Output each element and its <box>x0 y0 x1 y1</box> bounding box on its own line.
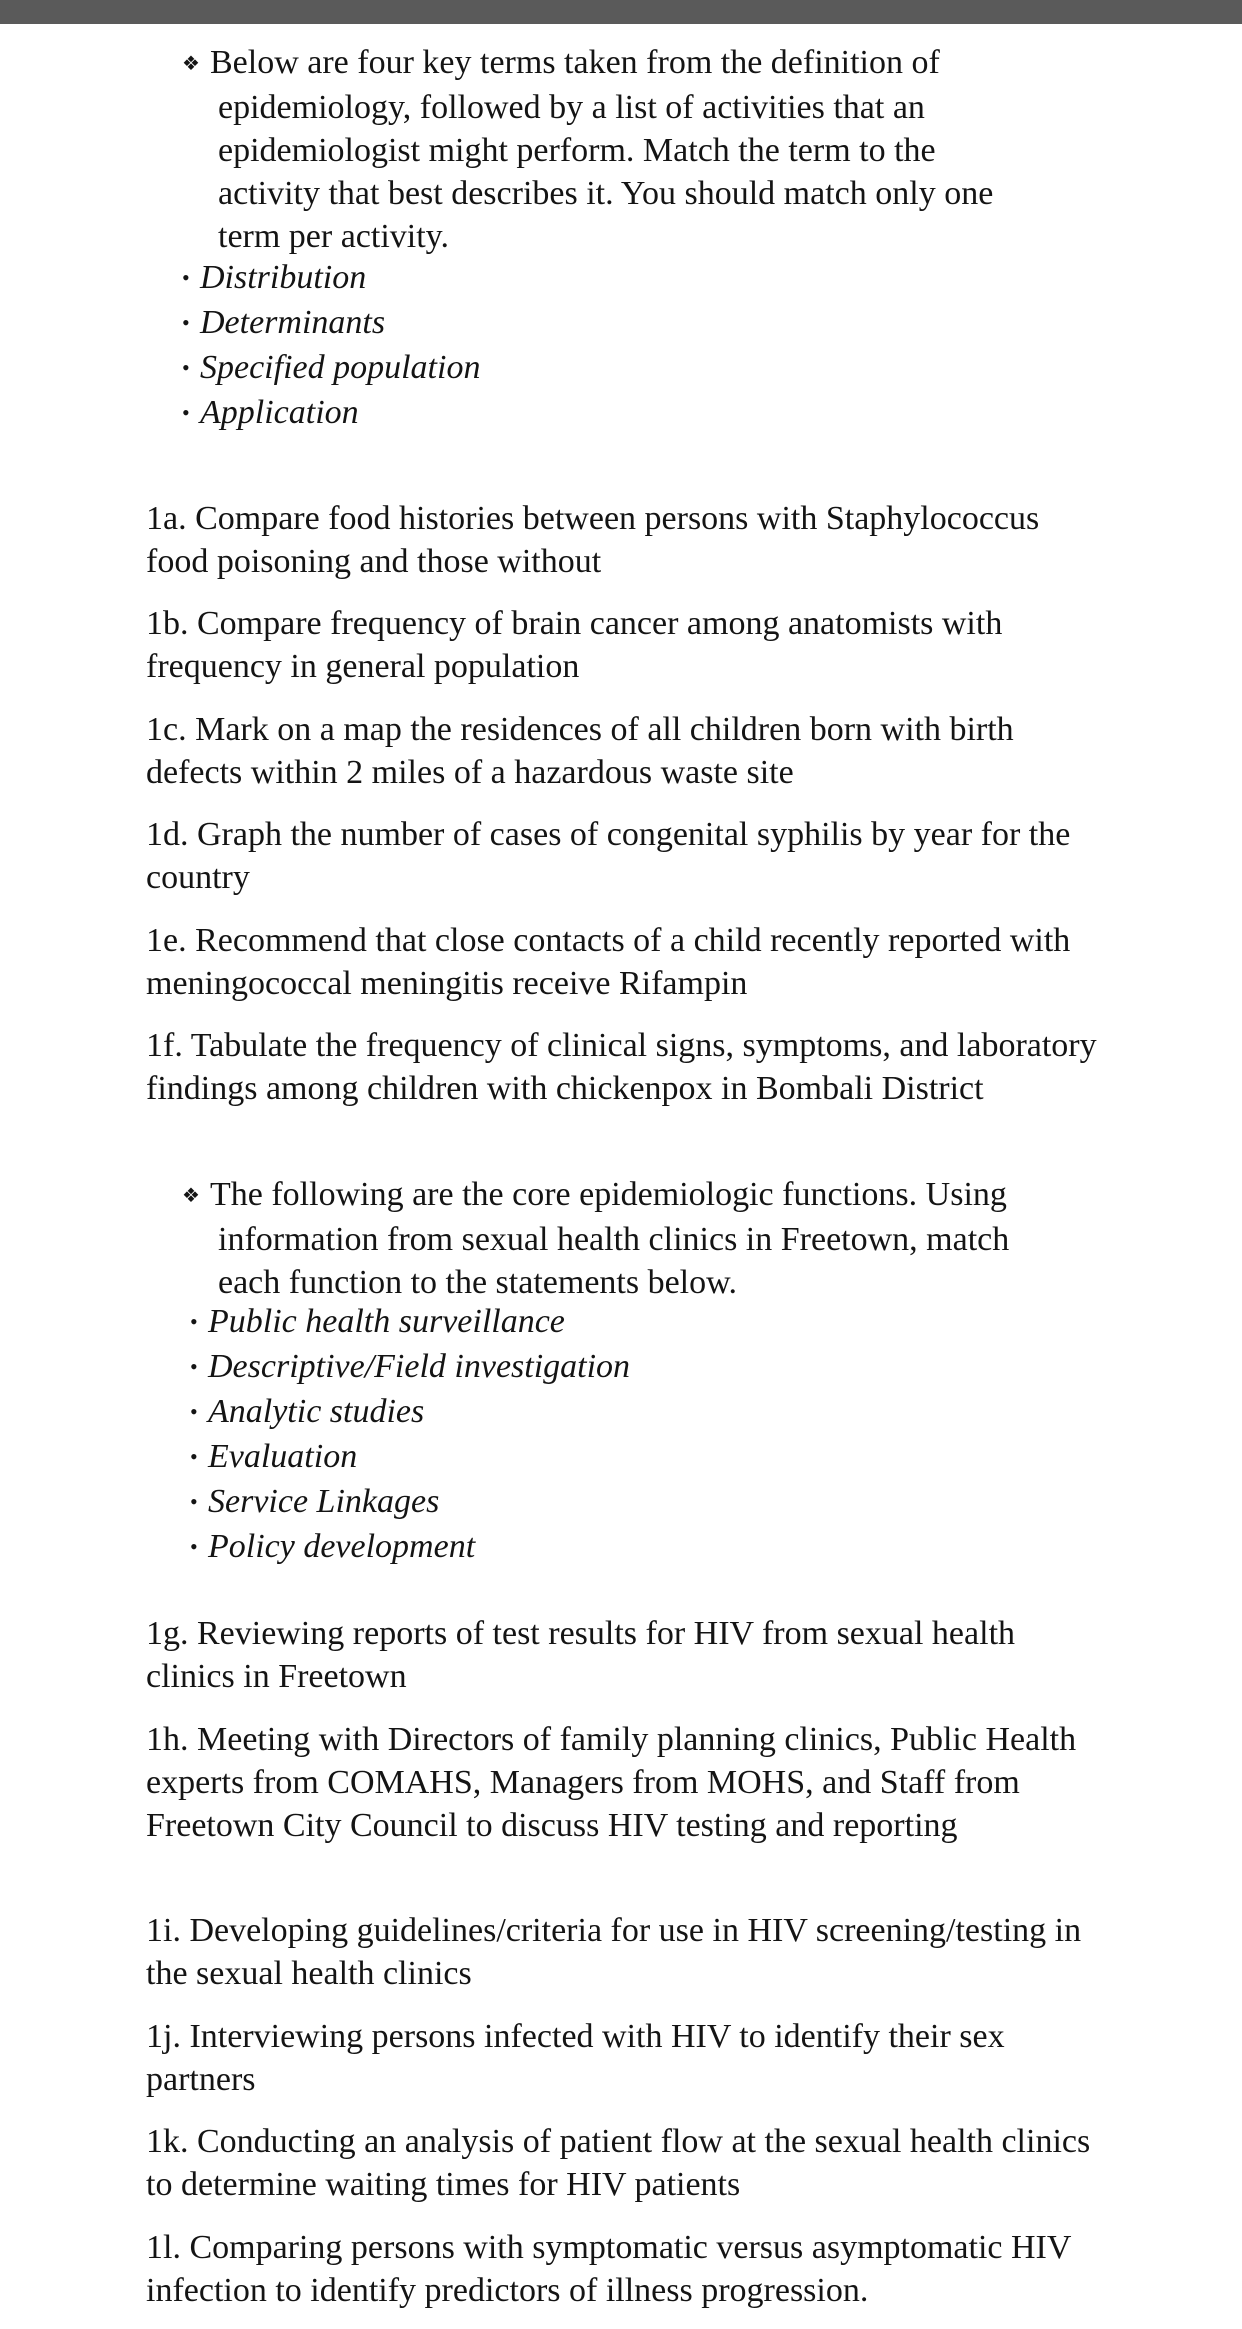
bullet-icon: • <box>190 1444 198 1469</box>
question-1e: 1e. Recommend that close contacts of a child recently reported with meningococcal meningitis receive Rifampin <box>146 922 1071 1002</box>
function-item: • Service Linkages <box>190 1479 630 1524</box>
question-1c: 1c. Mark on a map the residences of all children born with birth defects within 2 miles of a hazardous waste site <box>146 711 1014 791</box>
term-item: • Determinants <box>182 300 480 345</box>
function-item: • Descriptive/Field investigation <box>190 1344 630 1389</box>
terms-list <box>182 255 480 435</box>
function-item: • Analytic studies <box>190 1389 630 1434</box>
bullet-icon: • <box>190 1309 198 1334</box>
term-item: • Distribution <box>182 255 480 300</box>
bullet-icon: • <box>190 1354 198 1379</box>
section1-intro <box>182 41 1082 258</box>
question-1b: 1b. Compare frequency of brain cancer among anatomists with frequency in general population <box>146 605 1003 685</box>
section1-intro-line-3: epidemiologist might perform. Match the term to the <box>218 132 936 169</box>
function-item: • Policy development <box>190 1524 630 1569</box>
term-item: • Application <box>182 390 480 435</box>
section2-intro-line-1: The following are the core epidemiologic functions. Using <box>210 1176 1007 1213</box>
section1-intro-line-4: activity that best describes it. You should match only one <box>218 175 994 212</box>
bullet-icon: • <box>182 400 190 425</box>
term-item: • Specified population <box>182 345 480 390</box>
bullet-icon: • <box>190 1489 198 1514</box>
section2-intro-line-3: each function to the statements below. <box>218 1264 737 1301</box>
diamond-bullet-icon: ❖ <box>182 53 200 75</box>
bullet-icon: • <box>190 1399 198 1424</box>
bullet-icon: • <box>182 265 190 290</box>
bullet-icon: • <box>182 310 190 335</box>
question-1h: 1h. Meeting with Directors of family planning clinics, Public Health experts from COMAHS, Managers from MOHS, and Staff from Freetown City Council to discuss HIV testing and reporting <box>146 1721 1077 1844</box>
question-1d: 1d. Graph the number of cases of congenital syphilis by year for the country <box>146 816 1071 896</box>
top-bar <box>0 0 1242 24</box>
question-1l: 1l. Comparing persons with symptomatic versus asymptomatic HIV infection to identify predictors of illness progression. <box>146 2229 1071 2309</box>
function-item: • Evaluation <box>190 1434 630 1479</box>
function-item: • Public health surveillance <box>190 1299 630 1344</box>
bullet-icon: • <box>182 355 190 380</box>
section1-intro-line-5: term per activity. <box>218 218 449 255</box>
section2-intro <box>182 1173 1082 1304</box>
diamond-bullet-icon: ❖ <box>182 1185 200 1207</box>
question-1i: 1i. Developing guidelines/criteria for use in HIV screening/testing in the sexual health clinics <box>146 1912 1082 1992</box>
section1-intro-line-2: epidemiology, followed by a list of activities that an <box>218 89 925 126</box>
section2-intro-line-2: information from sexual health clinics in Freetown, match <box>218 1221 1010 1258</box>
functions-list <box>190 1299 630 1569</box>
question-1k: 1k. Conducting an analysis of patient flow at the sexual health clinics to determine waiting times for HIV patients <box>146 2123 1091 2203</box>
question-1f: 1f. Tabulate the frequency of clinical signs, symptoms, and laboratory findings among children with chickenpox in Bombali District <box>146 1027 1097 1107</box>
bullet-icon: • <box>190 1534 198 1559</box>
question-1j: 1j. Interviewing persons infected with HIV to identify their sex partners <box>146 2018 1005 2098</box>
question-1g: 1g. Reviewing reports of test results for HIV from sexual health clinics in Freetown <box>146 1615 1016 1695</box>
question-1a: 1a. Compare food histories between persons with Staphylococcus food poisoning and those without <box>146 500 1040 580</box>
section1-intro-line-1: Below are four key terms taken from the definition of <box>210 44 940 81</box>
